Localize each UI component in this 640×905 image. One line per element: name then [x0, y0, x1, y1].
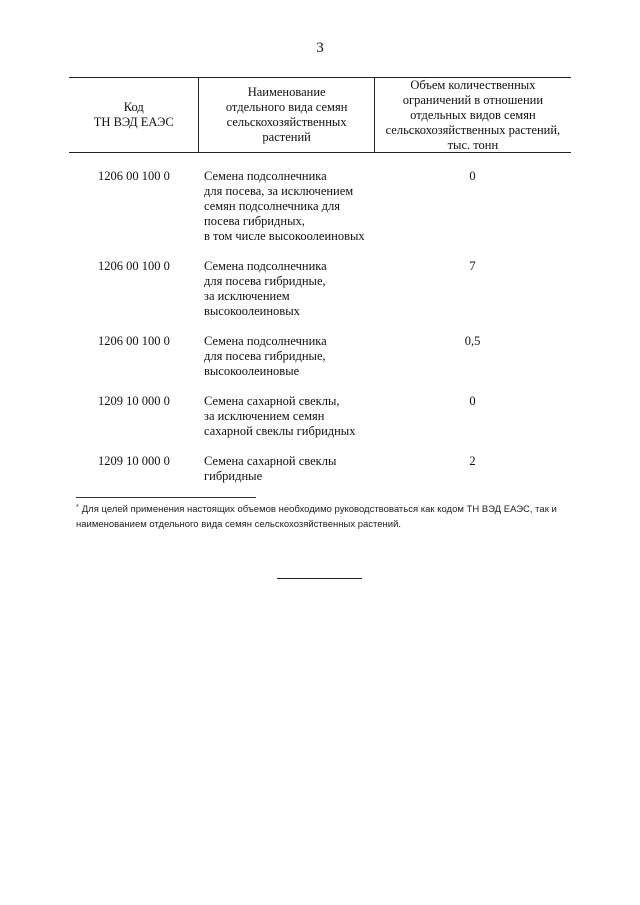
- row-code: 1209 10 000 0: [98, 394, 170, 408]
- row-code: 1209 10 000 0: [98, 454, 170, 468]
- row-name: Семена подсолнечника для посева гибридные, высокоолеиновые: [204, 334, 327, 378]
- seed-quota-table: [69, 77, 571, 484]
- footnote: [76, 502, 568, 532]
- table-body: [69, 153, 571, 484]
- header-volume-label: Объем количественных ограничений в отношении отдельных видов семян сельскохозяйственных растений, тыс. тонн: [385, 77, 561, 152]
- row-name: Семена сахарной свеклы, за исключением семян сахарной свеклы гибридных: [204, 394, 356, 438]
- end-of-document-line: [277, 578, 362, 579]
- header-code-label: Код ТН ВЭД ЕАЭС: [93, 100, 174, 129]
- page-number: 3: [316, 40, 324, 56]
- row-volume: 0: [469, 394, 476, 408]
- row-volume: 2: [469, 454, 476, 468]
- footnote-marker: *: [76, 504, 79, 511]
- header-name: [198, 78, 374, 152]
- table-header: [69, 78, 571, 153]
- row-volume: 0,5: [464, 334, 481, 348]
- header-code: [69, 78, 198, 152]
- table-row: [69, 454, 571, 484]
- header-name-label: Наименование отдельного вида семян сельскохозяйственных растений: [225, 85, 348, 144]
- row-name: Семена сахарной свеклы гибридные: [204, 454, 337, 483]
- table-row: [69, 169, 571, 244]
- row-code: 1206 00 100 0: [98, 169, 170, 183]
- row-volume: 0: [469, 169, 476, 183]
- table-row: [69, 394, 571, 439]
- row-code: 1206 00 100 0: [98, 259, 170, 273]
- table-row: [69, 259, 571, 319]
- row-volume: 7: [469, 259, 476, 273]
- row-name: Семена подсолнечника для посева, за исключением семян подсолнечника для посева гибридных, в том числе высокоолеиновых: [204, 169, 365, 243]
- footnote-text: Для целей применения настоящих объемов необходимо руководствоваться как кодом ТН ВЭД ЕАЭС, так и наименованием отдельного вида семян сельскохозяйственных растений.: [76, 504, 557, 530]
- footnote-divider: [76, 497, 256, 498]
- header-volume: [375, 78, 571, 152]
- row-name: Семена подсолнечника для посева гибридные, за исключением высокоолеиновых: [204, 259, 327, 318]
- row-code: 1206 00 100 0: [98, 334, 170, 348]
- table-row: [69, 334, 571, 379]
